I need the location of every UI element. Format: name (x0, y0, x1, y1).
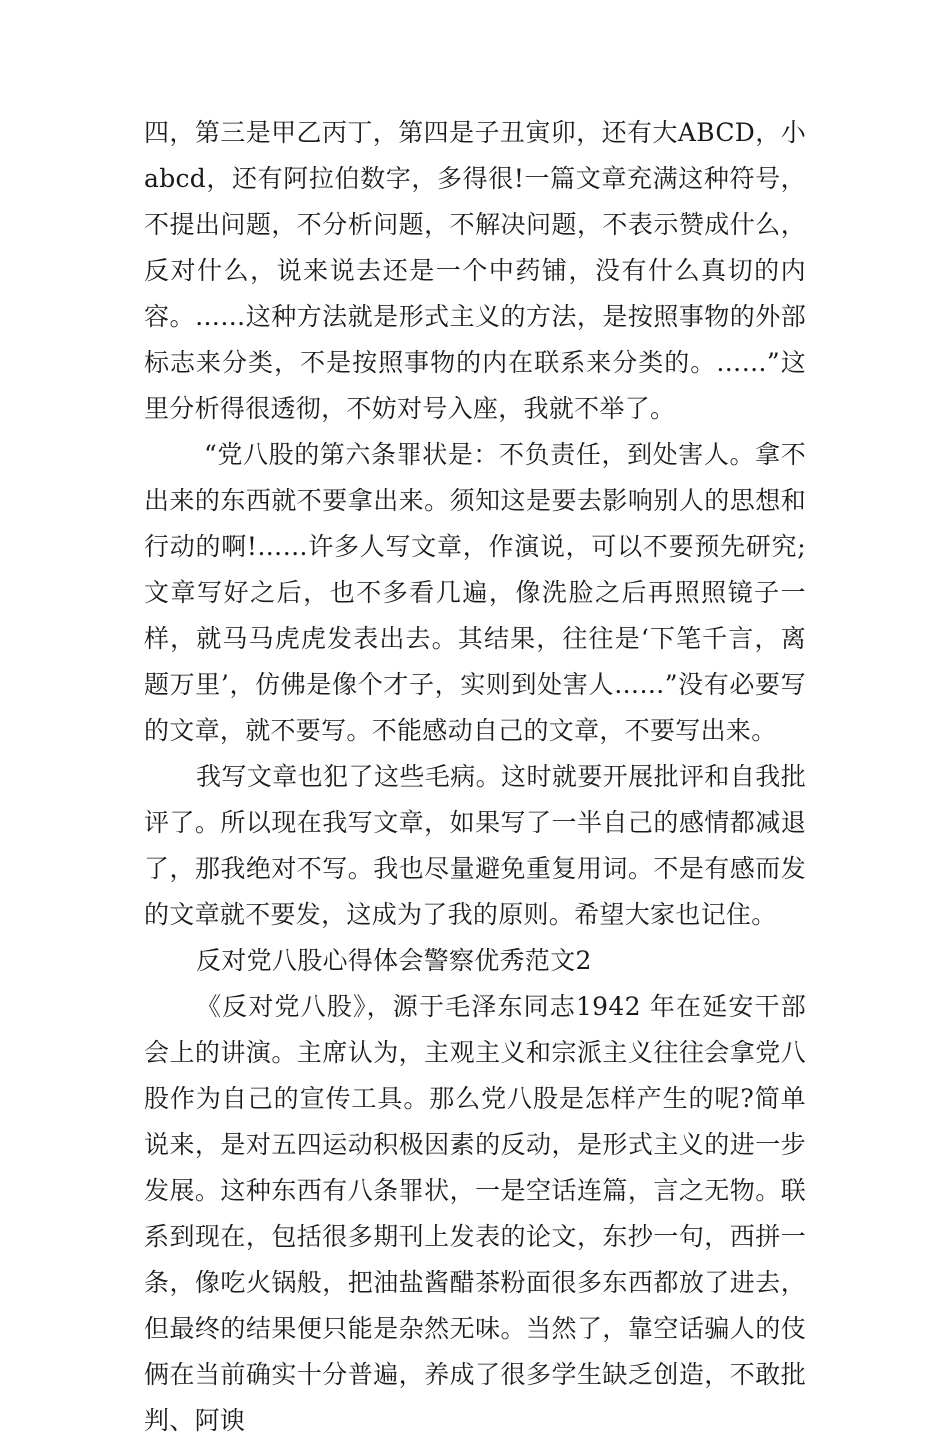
paragraph-continued: 四，第三是甲乙丙丁，第四是子丑寅卯，还有大ABCD，小abcd，还有阿拉伯数字，多得很!一篇文章充满这种符号，不提出问题，不分析问题，不解决问题，不表示赞成什么，反对什么，说来说去还是一个中药铺，没有什么真切的内容。……这种方法就是形式主义的方法，是按照事物的外部标志来分类，不是按照事物的内在联系来分类的。……”这里分析得很透彻，不妨对号入座，我就不举了。 (144, 118, 806, 423)
paragraph-reflection: 我写文章也犯了这些毛病。这时就要开展批评和自我批评了。所以现在我写文章，如果写了一半自己的感情都减退了，那我绝对不写。我也尽量避免重复用词。不是有感而发的文章就不要发，这成为了我的原则。希望大家也记住。 (144, 762, 806, 929)
paragraph-quote: “党八股的第六条罪状是：不负责任，到处害人。拿不出来的东西就不要拿出来。须知这是要去影响别人的思想和行动的啊!……许多人写文章，作演说，可以不要预先研究;文章写好之后，也不多看几遍，像洗脸之后再照照镜子一样，就马马虎虎发表出去。其结果，往往是‘下笔千言，离题万里’，仿佛是像个才子，实则到处害人……”没有必要写的文章，就不要写。不能感动自己的文章，不要写出来。 (144, 440, 806, 745)
paragraph-section-body: 《反对党八股》，源于毛泽东同志1942 年在延安干部会上的讲演。主席认为，主观主义和宗派主义往往会拿党八股作为自己的宣传工具。那么党八股是怎样产生的呢?简单说来，是对五四运动积极因素的反动，是形式主义的进一步发展。这种东西有八条罪状，一是空话连篇，言之无物。联系到现在，包括很多期刊上发表的论文，东抄一句，西拼一条，像吃火锅般，把油盐酱醋茶粉面很多东西都放了进去，但最终的结果便只能是杂然无味。当然了，靠空话骗人的伎俩在当前确实十分普遍，养成了很多学生缺乏创造，不敢批判、阿谀 (144, 992, 806, 1435)
section-heading: 反对党八股心得体会警察优秀范文2 (196, 946, 592, 975)
document-page (144, 110, 806, 1444)
